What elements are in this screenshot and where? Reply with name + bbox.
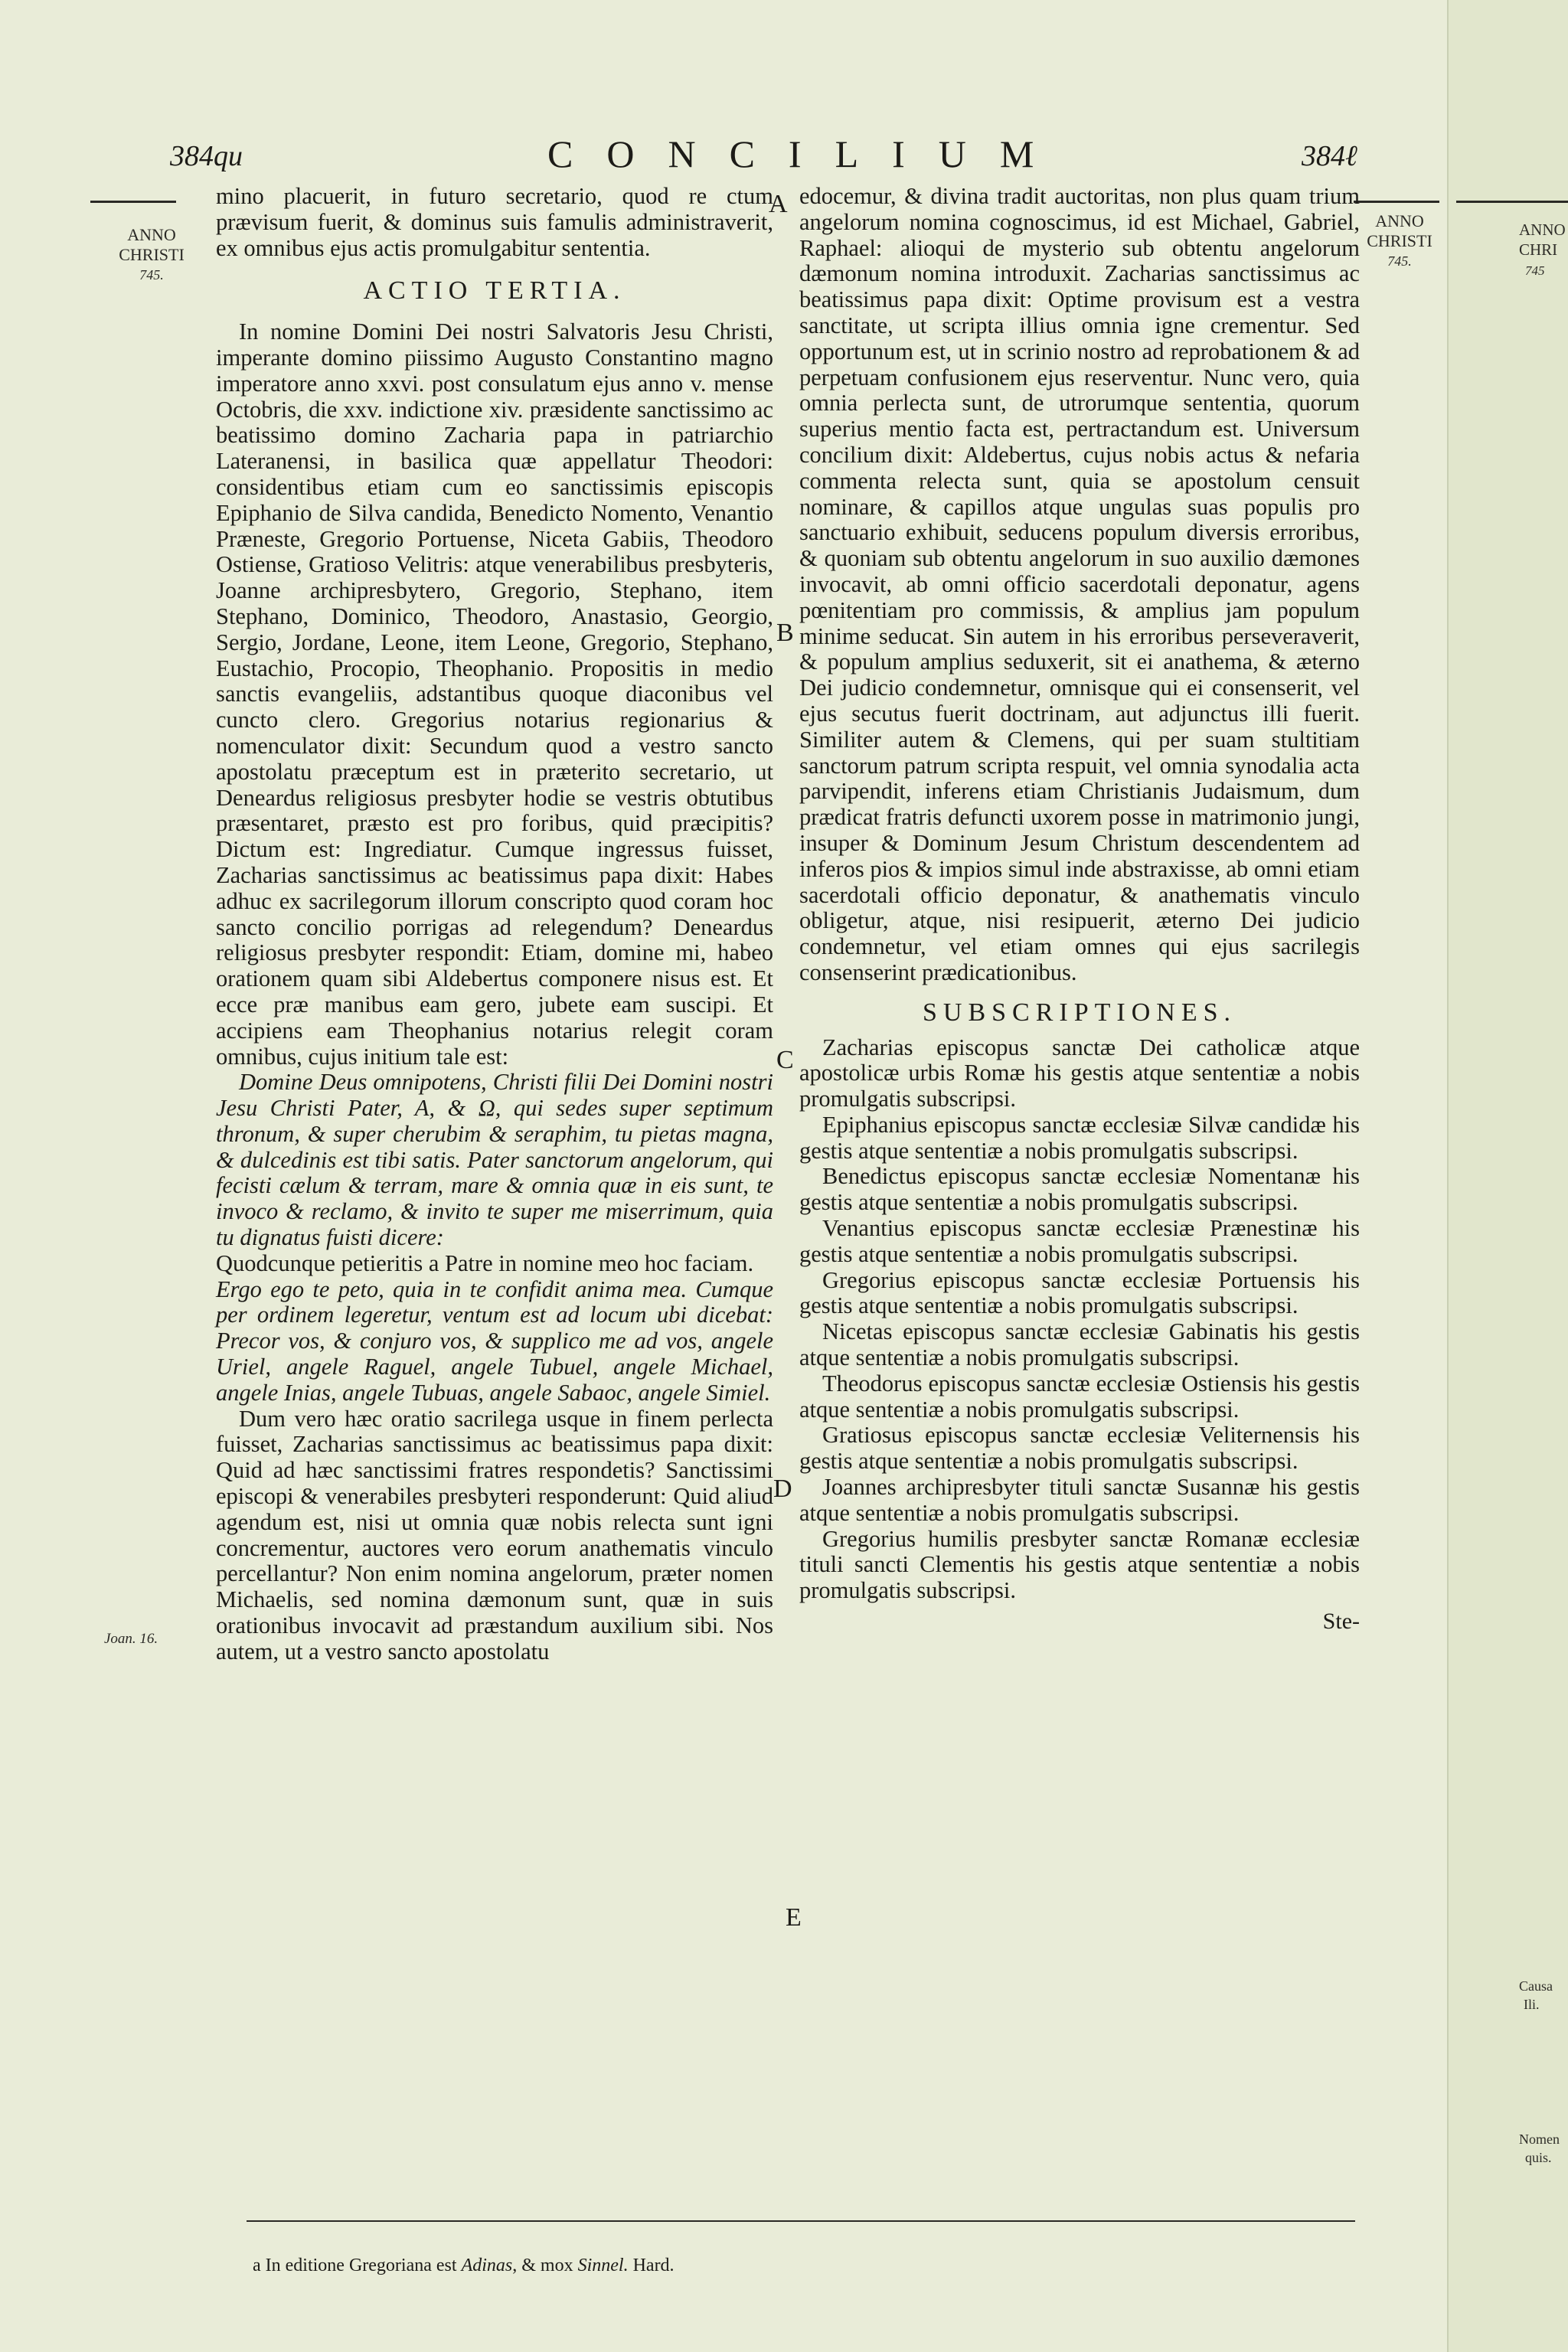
- footnote-text-middle: , & mox: [512, 2256, 573, 2275]
- header-rule-right: [1354, 201, 1439, 203]
- edge-rule: [1456, 201, 1568, 203]
- marker-a: A: [769, 190, 788, 218]
- footnote-term-2: Sinnel.: [577, 2256, 629, 2275]
- running-title: CONCILIUM: [547, 132, 1068, 175]
- margin-anno-word: ANNO: [127, 225, 176, 244]
- footnote: [253, 2256, 675, 2276]
- catchword: Ste-: [1322, 1609, 1360, 1635]
- left-column: [216, 184, 773, 1665]
- subscriptiones-heading: SUBSCRIPTIONES.: [922, 998, 1236, 1027]
- page-number-right: 384ℓ: [1302, 140, 1357, 172]
- subscription-line: Gregorius humilis presbyter sanctæ Romanæ ecclesiæ tituli sancti Clementis his gestis atque sententiæ a nobis promulgatis subscripsi.: [799, 1525, 1360, 1604]
- subscription-line: Gratiosus episcopus sanctæ ecclesiæ Veliternensis his gestis atque sententiæ a nobis promulgatis subscripsi.: [799, 1422, 1360, 1475]
- subscription-line: Venantius episcopus sanctæ ecclesiæ Prænestinæ his gestis atque sententiæ a nobis promulgatis subscripsi.: [799, 1215, 1360, 1267]
- margin-year-number: 745.: [139, 267, 164, 283]
- prayer-text-2: Ergo ego te peto, quia in te confidit anima mea. Cumque per ordinem legeretur, ventum est ad locum ubi dicebat: Precor vos, & conjuro vos, & supplico me ad vos, angele Uriel, angele Raguel, angele Tubuel, angele Michael, angele Inias, angele Tubuas, angele Sabaoc, angele Simiel.: [216, 1276, 773, 1406]
- subscription-line: Joannes archipresbyter tituli sanctæ Susannæ his gestis atque sententiæ a nobis promulgatis subscripsi.: [799, 1474, 1360, 1526]
- margin-year-number: 745.: [1387, 253, 1412, 269]
- footnote-rule: [247, 2220, 1355, 2222]
- left-paragraph-1: In nomine Domini Dei nostri Salvatoris Jesu Christi, imperante domino piissimo Augusto Constantino magno imperatore anno xxvi. post consulatum ejus anno v. mense Octobris, die xxv. indictione xiv. præsidente sanctissimo ac beatissimo domino Zacharia papa in patriarchio Lateranensi, in basilica quæ appellatur Theodori: considentibus etiam cum eo sanctissimis episcopis Epiphanio de Silva candida, Benedicto Nomento, Venantio Præneste, Gregorio Portuense, Niceta Gabiis, Theodoro Ostiense, Gratioso Velitris: atque venerabilibus presbyteris, Joanne archipresbytero, Gregorio, Stephano, item Stephano, Dominico, Theodoro, Anastasio, Georgio, Sergio, Jordane, Leone, item Leone, Gregorio, Stephano, Eustachio, Procopio, Theophanio. Propositis in medio sanctis evangeliis, adstantibus quoque diaconibus vel cuncto clero. Gregorius notarius regionarius & nomenculator dixit: Secundum quod a vestro sancto apostolatu præceptum est in præterito secretario, ut Deneardus religiosus presbyter hodie se vestris obtutibus præsentaret, præsto est pro foribus, quid præcipitis? Dictum est: Ingrediatur. Cumque ingressus fuisset, Zacharias sanctissimus ac beatissimus papa dixit: Habes adhuc ex sacrilegorum illorum conscripto quod coram hoc sancto concilio porrigas ad relegendum? Deneardus religiosus presbyter respondit: Etiam, domine mi, habeo orationem quam sibi Aldebertus componere nisus est. Et ecce præ manibus eam gero, jubete eam suscipi. Et accipiens eam Theophanius notarius relegit coram omnibus, cujus initium tale est:: [216, 318, 773, 1070]
- footnote-text-after: Hard.: [632, 2256, 675, 2275]
- marker-e: E: [786, 1903, 802, 1932]
- edge-anno-3: 745: [1525, 263, 1545, 278]
- subscription-line: Nicetas episcopus sanctæ ecclesiæ Gabinatis his gestis atque sententiæ a nobis promulgatis subscripsi.: [799, 1318, 1360, 1371]
- prayer-text-1: Domine Deus omnipotens, Christi filii Dei Domini nostri Jesu Christi Pater, A, & Ω, qui sedes super septimum thronum, & super cherubim & seraphim, tu pietas magna, & dulcedinis est tibi satis. Pater sanctorum angelorum, qui fecisti cælum & terram, mare & omnia quæ in eis sunt, te invoco & reclamo, & invito te super me miserrimum, quia tu dignatus fuisti dicere:: [216, 1069, 773, 1251]
- margin-scripture-ref: Joan. 16.: [104, 1631, 158, 1647]
- marker-b: B: [776, 619, 794, 647]
- header-rule-left: [90, 201, 176, 203]
- footnote-mark: a: [253, 2256, 261, 2275]
- margin-anno-word: ANNO: [1375, 211, 1424, 230]
- margin-christi-word: CHRISTI: [119, 245, 185, 264]
- subscription-line: Benedictus episcopus sanctæ ecclesiæ Nomentanæ his gestis atque sententiæ a nobis promulgatis subscripsi.: [799, 1163, 1360, 1216]
- marker-c: C: [776, 1046, 794, 1074]
- actio-heading: ACTIO TERTIA.: [363, 276, 626, 305]
- subscription-line: Epiphanius episcopus sanctæ ecclesiæ Silvæ candidæ his gestis atque sententiæ a nobis promulgatis subscripsi.: [799, 1111, 1360, 1164]
- edge-causa-1: Causa: [1519, 1978, 1553, 1994]
- right-paragraph-1: edocemur, & divina tradit auctoritas, non plus quam trium angelorum nomina cognoscimus, id est Michael, Gabriel, Raphael: alioqui de mysterio sub obtentu angelorum dæmonum nomina introduxit. Zacharias sanctissimus ac beatissimus papa dixit: Optime provisum est a vestra sanctitate, ut scripta illius omnia igne crementur. Sed opportunum est, ut in scrinio nostro ad reprobationem & ad perpetuam confusionem ejus reserventur. Nunc vero, quia omnia perlecta sunt, de utrorumque sententia, quorum superius mentio facta est, pertractandum est. Universum concilium dixit: Aldebertus, cujus nobis actus & nefaria commenta relecta sunt, quia se apostolum censuit nominare, & capillos atque ungulas suas populis pro sanctuario exhibuit, seducens populum diversis erroribus, & quoniam sub obtentu angelorum in suo auxilio dæmones invocavit, ab omni officio sacerdotali deponatur, agens pœnitentiam pro commissis, & amplius jam populum minime seducat. Sin autem in his erroribus perseveraverit, & populum amplius seduxerit, sit ei anathema, & æterno Dei judicio condemnetur, omnisque qui ei consenserit, vel ejus secutus fuerit doctrinam, aut adjunctus illi fuerit. Similiter autem & Clemens, qui per suam stultitiam sanctorum patrum scripta respuit, vel omnia synodalia acta parvipendit, inferens etiam Christianis Judaismum, dum prædicat fratris defuncti uxorem posse in matrimonio jungi, insuper & Dominum Jesum Christum descendentem ad inferos pios & impios simul inde abstraxisse, ab omni etiam sacerdotali officio deponatur, & anathematis vinculo obligetur, atque, nisi resipuerit, æterno Dei judicio condemnetur, vel etiam omnes qui ejus sacrilegis consenserint prædicationibus.: [799, 183, 1360, 985]
- footnote-text-before: In editione Gregoriana est: [265, 2256, 457, 2275]
- page-number-left: 384qu: [170, 140, 243, 172]
- right-column: [799, 184, 1360, 1635]
- marker-d: D: [773, 1475, 792, 1503]
- gospel-quote: Quodcunque petieritis a Patre in nomine meo hoc faciam.: [216, 1250, 754, 1276]
- margin-anno-right: [1354, 211, 1446, 271]
- edge-nomen-2: quis.: [1525, 2150, 1552, 2165]
- edge-anno-2: CHRI: [1519, 240, 1558, 259]
- subscription-line: Theodorus episcopus sanctæ ecclesiæ Ostiensis his gestis atque sententiæ a nobis promulgatis subscripsi.: [799, 1370, 1360, 1423]
- edge-anno-1: ANNO: [1519, 220, 1566, 239]
- edge-causa-2: Ili.: [1524, 1997, 1540, 2012]
- left-paragraph-2: Dum vero hæc oratio sacrilega usque in finem perlecta fuisset, Zacharias sanctissimus ac beatissimus papa dixit: Quid ad hæc sanctissimi fratres respondetis? Sanctissimi episcopi & venerabiles presbyteri responderunt: Quid aliud agendum est, nisi ut omnia quæ nobis relecta sunt igni concrementur, auctores vero eorum anathematis vinculo percellantur? Non enim nomina angelorum, præter nomen Michaelis, sed nomina dæmonum sunt, quæ in suis orationibus invocavit ad præstandum auxilium sibi. Nos autem, ut a vestro sancto apostolatu: [216, 1405, 773, 1664]
- footnote-term-1: Adinas: [461, 2256, 513, 2275]
- edge-nomen-1: Nomen: [1519, 2132, 1560, 2147]
- margin-christi-word: CHRISTI: [1367, 231, 1432, 250]
- left-intro: mino placuerit, in futuro secretario, quod re ctum prævisum fuerit, & dominus suis famulis administraverit, ex omnibus ejus actis promulgabitur sententia.: [216, 183, 773, 261]
- subscription-line: Zacharias episcopus sanctæ Dei catholicæ atque apostolicæ urbis Romæ his gestis atque sententiæ a nobis promulgatis subscripsi.: [799, 1034, 1360, 1112]
- margin-anno-left: [106, 225, 198, 285]
- subscription-line: Gregorius episcopus sanctæ ecclesiæ Portuensis his gestis atque sententiæ a nobis promulgatis subscripsi.: [799, 1266, 1360, 1319]
- adjacent-page-edge: [1447, 0, 1568, 2352]
